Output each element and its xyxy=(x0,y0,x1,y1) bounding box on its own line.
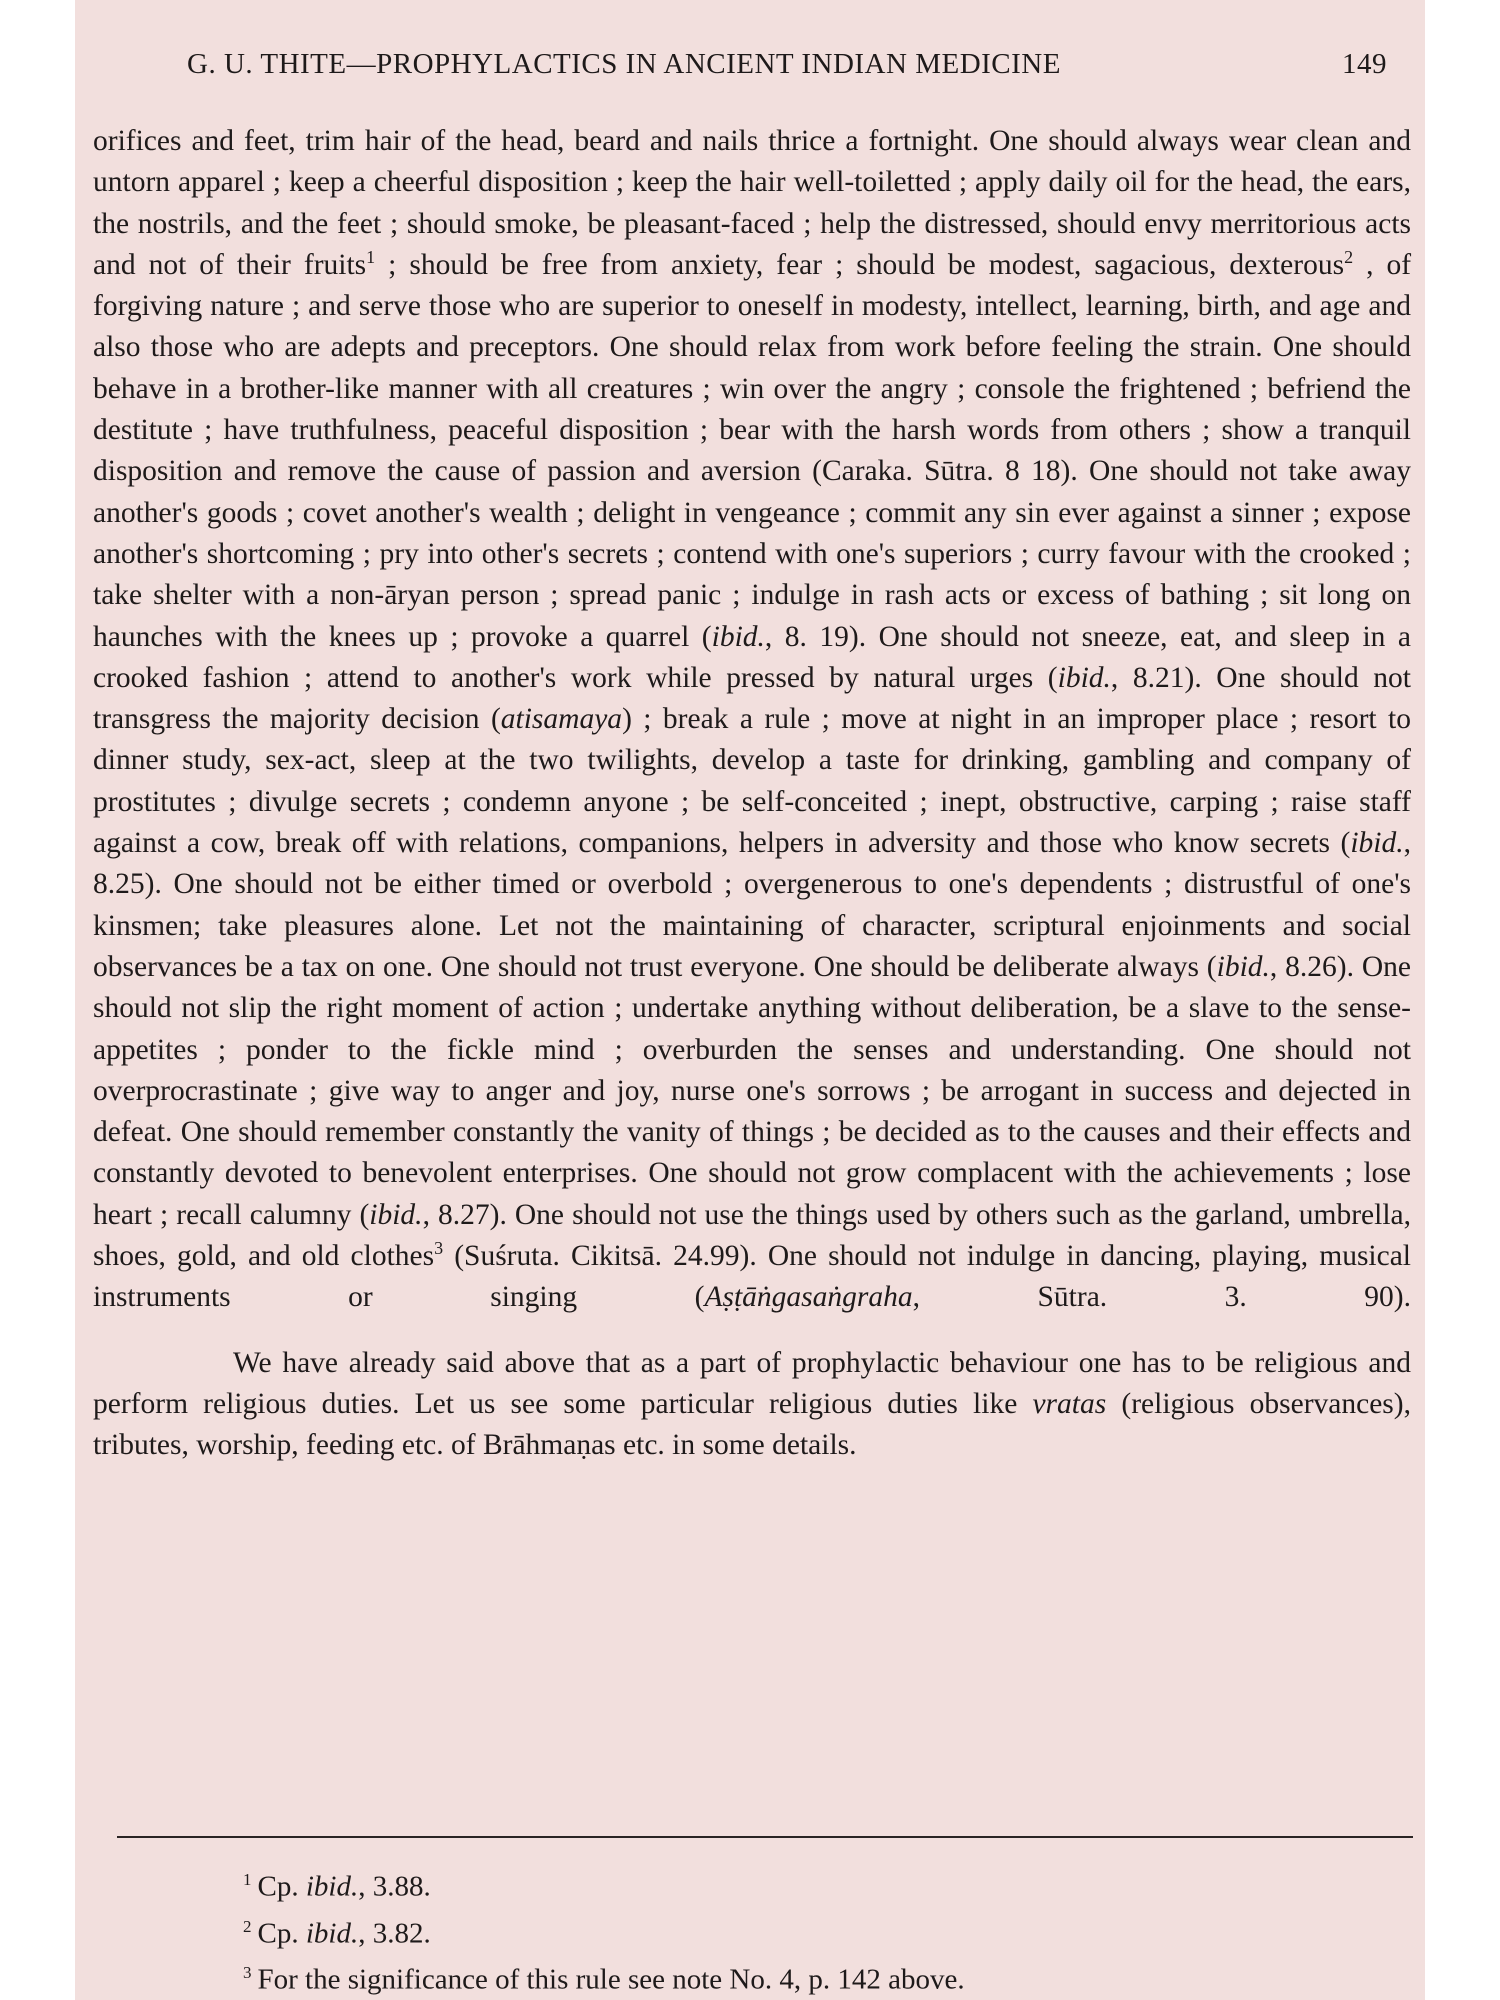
footnote-marker: 1 xyxy=(366,247,376,268)
footnote-marker: 3 xyxy=(434,1238,444,1259)
running-header xyxy=(187,48,1387,81)
footnote-text: Cp. xyxy=(257,1917,306,1950)
italic-text: atisamaya xyxy=(500,703,623,736)
italic-text: ibid. xyxy=(1350,827,1404,860)
footnote-marker: 2 xyxy=(1344,247,1354,268)
footnote-number: 1 xyxy=(243,1870,252,1889)
footnote-italic: ibid. xyxy=(305,1917,359,1950)
text-run: , 8.27). One should not use the things used by others such as the garland, umbrella, shoes, gold, and old clothes xyxy=(93,1198,1411,1273)
text-run: , 8.21). One should not transgress the majority decision ( xyxy=(93,661,1411,736)
footnote-rule xyxy=(117,1836,1413,1838)
italic-text: ibid. xyxy=(369,1198,423,1231)
text-run: , Sūtra. 3. 90). xyxy=(912,1281,1412,1314)
text-run: ) ; break a rule ; move at night in an improper place ; resort to dinner study, sex-act, sleep at the two twilights, develop a taste for drinking, gambling and company of prostitutes ; divulge secrets ; condemn anyone ; be self-conceited ; inept, obstructive, carping ; raise staff against a cow, break off with relations, companions, helpers in adversity and those who know secrets ( xyxy=(93,703,1411,860)
text-run: ; should be free from anxiety, fear ; should be modest, sagacious, dexterous xyxy=(388,248,1345,281)
footnote-text-end: , 3.82. xyxy=(358,1917,431,1950)
footnote-italic: ibid. xyxy=(305,1870,359,1903)
footnote-text: Cp. xyxy=(257,1870,306,1903)
footnote xyxy=(243,1953,1393,2000)
italic-text: ibid. xyxy=(1057,661,1111,694)
italic-text: Aṣṭāṅgasaṅgraha xyxy=(704,1281,913,1314)
text-run: (religious observances), tributes, worship, feeding etc. of Brāhmaṇas etc. in some details. xyxy=(93,1387,1411,1462)
footnote-number: 3 xyxy=(243,1963,252,1983)
footnote-number: 2 xyxy=(243,1916,252,1936)
text-run: (Suśruta. Cikitsā. 24.99). One should not indulge in dancing, playing, musical instruments or singing ( xyxy=(93,1240,1411,1314)
text-run: We have already said above that as a part of prophylactic behaviour one has to be religious and perform religious duties. Let us see some particular religious duties like xyxy=(93,1346,1411,1420)
header-title: G. U. THITE—PROPHYLACTICS IN ANCIENT INDIAN MEDICINE xyxy=(187,48,1061,80)
footnote xyxy=(243,1860,1393,1907)
footnotes xyxy=(243,1860,1393,2000)
footnote-text-end: , 3.88. xyxy=(358,1870,431,1903)
italic-text: ibid. xyxy=(1216,950,1270,983)
italic-text: vratas xyxy=(1032,1387,1107,1420)
paragraph-2 xyxy=(93,1343,1411,1467)
footnote-text: For the significance of this rule see note No. 4, p. 142 above. xyxy=(257,1963,965,1996)
italic-text: ibid. xyxy=(711,620,765,653)
text-run: orifices and feet, trim hair of the head, beard and nails thrice a fortnight. One should always wear clean and untorn apparel ; keep a cheerful disposition ; keep the hair well-toiletted ; apply daily oil for the head, the ears, the nostrils, and the feet ; should smoke, be pleasant-faced ; help the distressed, should envy merritorious acts and not of their fruits xyxy=(93,125,1411,281)
body-text xyxy=(93,121,1411,1467)
footnote xyxy=(243,1907,1393,1954)
document-page xyxy=(75,0,1425,2000)
text-run: , of forgiving nature ; and serve those who are superior to oneself in modesty, intellect, learning, birth, and age and also those who are adepts and preceptors. One should relax from work before feeling the strain. One should behave in a brother-like manner with all creatures ; win over the angry ; console the frightened ; befriend the destitute ; have truthfulness, peaceful disposition ; bear with the harsh words from others ; show a tranquil disposition and remove the cause of passion and aversion (Caraka. Sūtra. 8 18). One should not take away another's goods ; covet another's wealth ; delight in vengeance ; commit any sin ever against a sinner ; expose another's shortcoming ; pry into other's secrets ; contend with one's superiors ; curry favour with the crooked ; take shelter with a non-āryan person ; spread panic ; indulge in rash acts or excess of bathing ; sit long on haunches with the knees up ; provoke a quarrel ( xyxy=(93,248,1412,653)
text-run: , 8.25). One should not be either timed or overbold ; overgenerous to one's dependents ; distrustful of one's kinsmen; take pleasures alone. Let not the maintaining of character, scriptural enjoinments and social observances be a tax on one. One should not trust everyone. One should be deliberate always ( xyxy=(93,827,1411,983)
paragraph-1 xyxy=(93,121,1411,1319)
text-run: , 8. 19). One should not sneeze, eat, and sleep in a crooked fashion ; attend to another's work while pressed by natural urges ( xyxy=(93,620,1412,694)
text-run: , 8.26). One should not slip the right moment of action ; undertake anything without deliberation, be a slave to the sense-appetites ; ponder to the fickle mind ; overburden the senses and understanding. One should not overprocrastinate ; give way to anger and joy, nurse one's sorrows ; be arrogant in success and dejected in defeat. One should remember constantly the vanity of things ; be decided as to the causes and their effects and constantly devoted to benevolent enterprises. One should not grow complacent with the achievements ; lose heart ; recall calumny ( xyxy=(93,950,1411,1231)
page-number: 149 xyxy=(1342,48,1387,80)
